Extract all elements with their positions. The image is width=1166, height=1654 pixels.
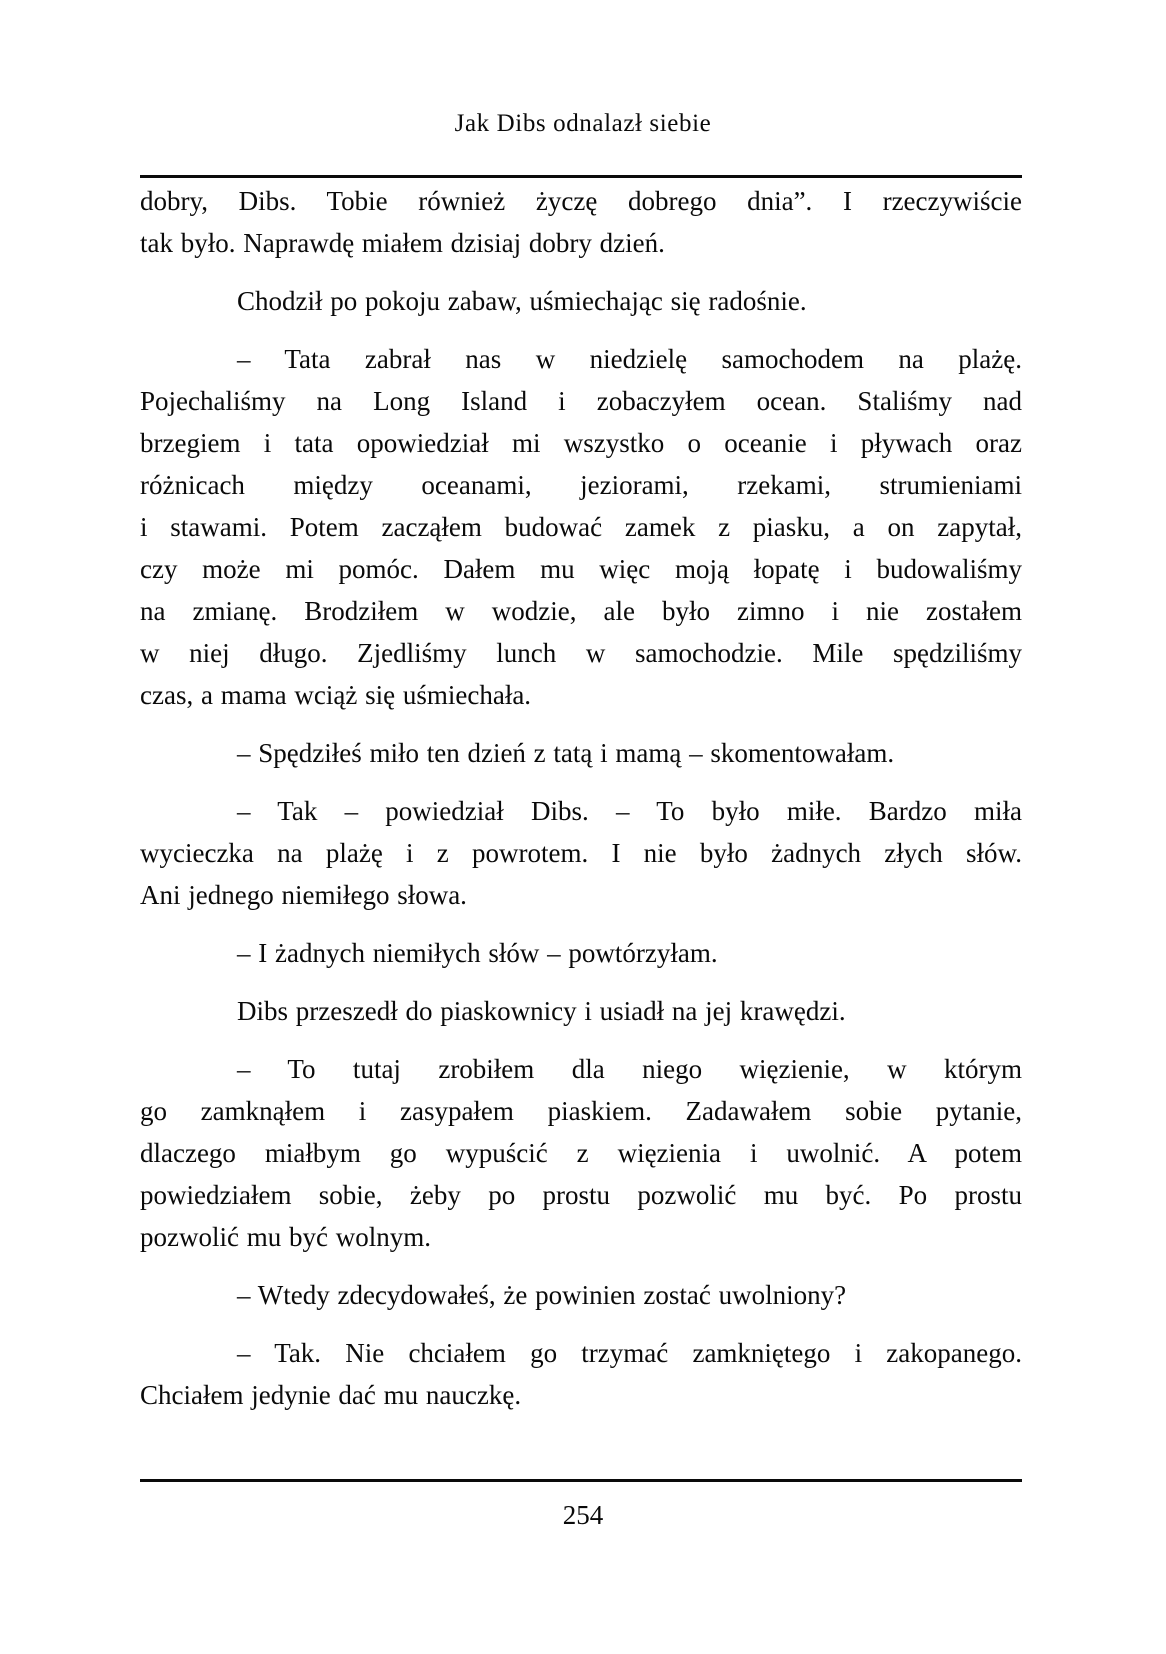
running-header-title: Jak Dibs odnalazł siebie	[454, 110, 712, 137]
text-line: brzegiem i tata opowiedział mi wszystko o oceanie i pływach oraz	[140, 428, 1022, 458]
text-line: – I żadnych niemiłych słów – powtórzyłam.	[237, 938, 718, 968]
paragraph	[140, 932, 1022, 974]
text-line: – Tak. Nie chciałem go trzymać zamkniętego i zakopanego.	[237, 1338, 1022, 1368]
paragraph	[140, 1274, 1022, 1316]
text-line: Chodził po pokoju zabaw, uśmiechając się radośnie.	[237, 286, 807, 316]
text-line: dobry, Dibs. Tobie również życzę dobrego dnia”. I rzeczywiście	[140, 186, 1022, 216]
text-line: – To tutaj zrobiłem dla niego więzienie, w którym	[237, 1054, 1022, 1084]
paragraph	[140, 1332, 1022, 1416]
body-text	[140, 180, 1022, 1416]
text-line: Ani jednego niemiłego słowa.	[140, 880, 467, 910]
text-line: – Spędziłeś miło ten dzień z tatą i mamą – skomentowałam.	[237, 738, 895, 768]
paragraph	[140, 1048, 1022, 1258]
page-number: 254	[562, 1500, 604, 1530]
text-line: Dibs przeszedł do piaskownicy i usiadł na jej krawędzi.	[237, 996, 846, 1026]
text-line: powiedziałem sobie, żeby po prostu pozwolić mu być. Po prostu	[140, 1180, 1022, 1210]
paragraph	[140, 280, 1022, 322]
footer-rule	[140, 1479, 1022, 1482]
paragraph	[140, 180, 1022, 264]
text-line: różnicach między oceanami, jeziorami, rzekami, strumieniami	[140, 470, 1022, 500]
text-line: czy może mi pomóc. Dałem mu więc moją łopatę i budowaliśmy	[140, 554, 1022, 584]
text-line: czas, a mama wciąż się uśmiechała.	[140, 680, 532, 710]
paragraph	[140, 338, 1022, 716]
paragraph	[140, 732, 1022, 774]
text-line: dlaczego miałbym go wypuścić z więzienia i uwolnić. A potem	[140, 1138, 1022, 1168]
text-line: w niej długo. Zjedliśmy lunch w samochodzie. Mile spędziliśmy	[140, 638, 1022, 668]
text-line: i stawami. Potem zacząłem budować zamek z piasku, a on zapytał,	[140, 512, 1022, 542]
text-line: Chciałem jedynie dać mu nauczkę.	[140, 1380, 522, 1410]
text-line: pozwolić mu być wolnym.	[140, 1222, 431, 1252]
text-line: go zamknąłem i zasypałem piaskiem. Zadawałem sobie pytanie,	[140, 1096, 1022, 1126]
text-line: na zmianę. Brodziłem w wodzie, ale było zimno i nie zostałem	[140, 596, 1022, 626]
text-line: Pojechaliśmy na Long Island i zobaczyłem ocean. Staliśmy nad	[140, 386, 1022, 416]
text-line: wycieczka na plażę i z powrotem. I nie było żadnych złych słów.	[140, 838, 1022, 868]
text-line: – Tak – powiedział Dibs. – To było miłe. Bardzo miła	[237, 796, 1022, 826]
text-line: – Wtedy zdecydowałeś, że powinien zostać uwolniony?	[237, 1280, 847, 1310]
text-line: tak było. Naprawdę miałem dzisiaj dobry dzień.	[140, 228, 665, 258]
paragraph	[140, 790, 1022, 916]
paragraph	[140, 990, 1022, 1032]
text-line: – Tata zabrał nas w niedzielę samochodem na plażę.	[237, 344, 1022, 374]
header-rule	[140, 175, 1022, 178]
